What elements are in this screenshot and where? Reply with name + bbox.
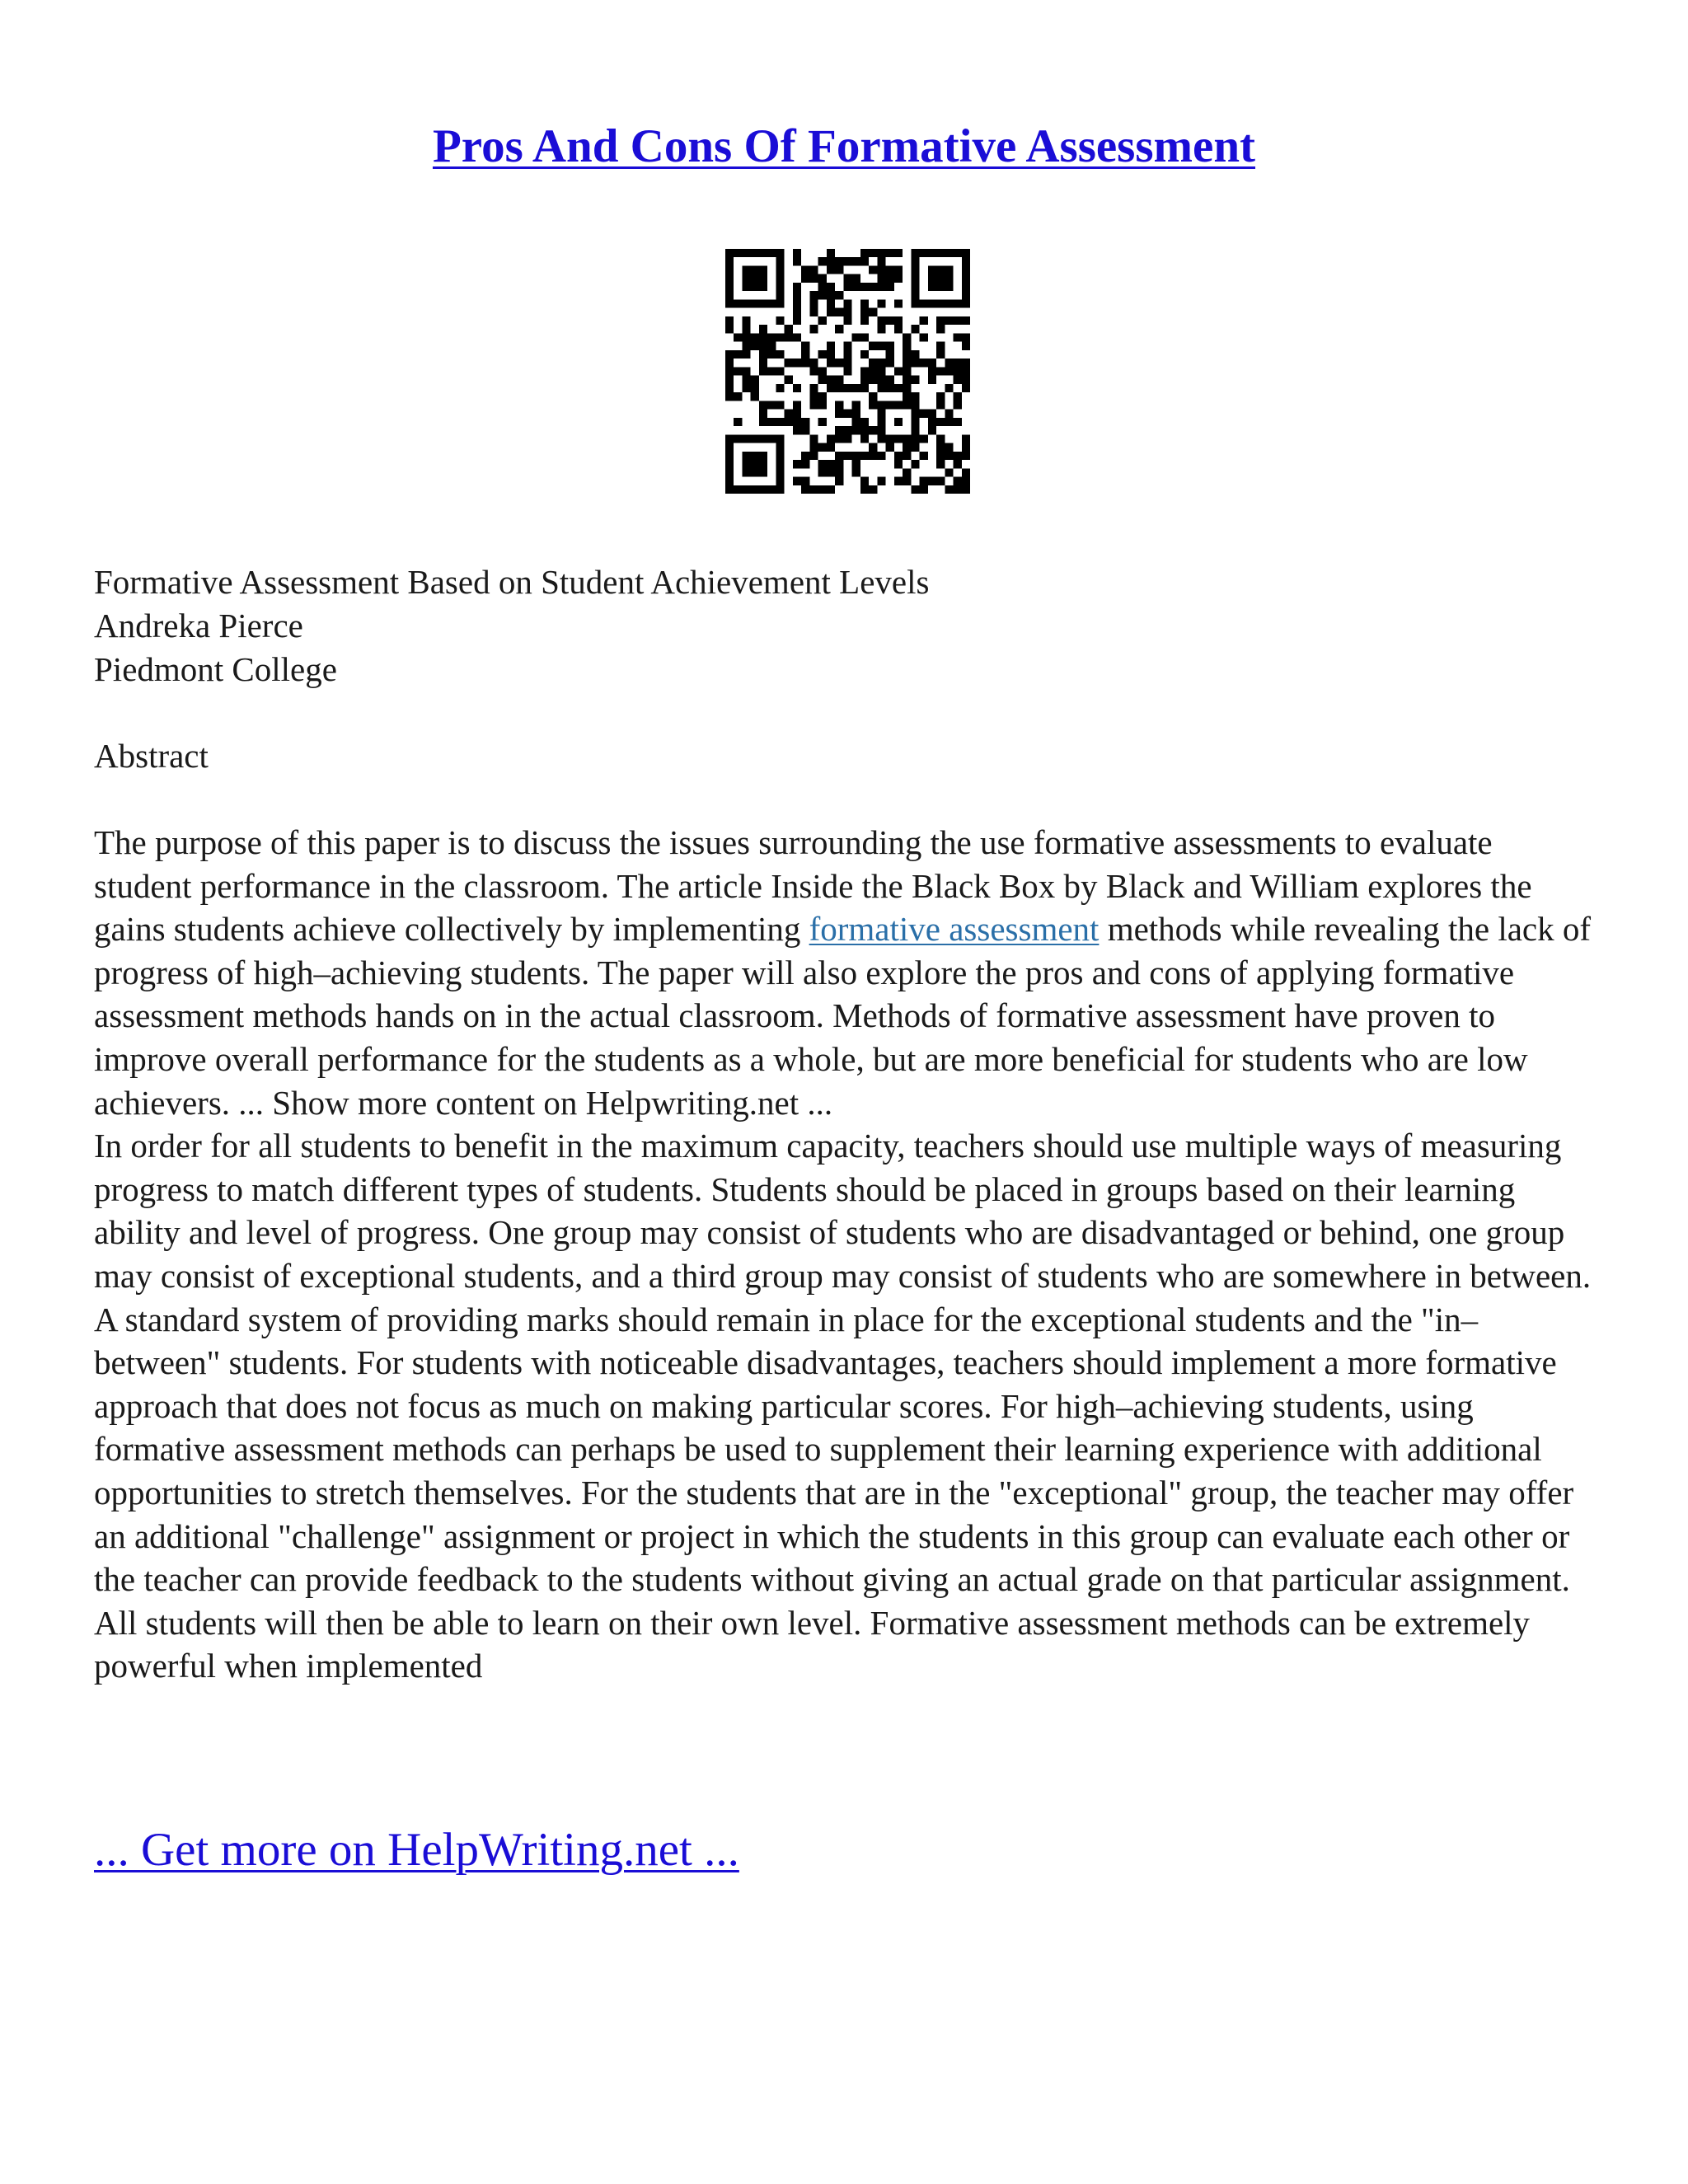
paragraph-1-text-after: methods while revealing the lack of progress of high–achieving students. The paper will also explore the pros and cons of applying formative assessment methods hands on in the actual classroom. Methods of formative assessment have proven to improve overall performance for the students as a whole, but are more beneficial for students who are low achievers. ... Show more content on Helpwriting.net ...: [94, 910, 1592, 1122]
abstract-paragraph-1: [94, 821, 1594, 1124]
paper-institution: Piedmont College: [94, 650, 337, 688]
paragraph-1-text-before: The purpose of this paper is to discuss the issues surrounding the use formative assessments to evaluate student performance in the classroom. The article Inside the Black Box by Black and William explores the gains students achieve collectively by implementing: [94, 823, 1532, 949]
get-more-link[interactable]: ... Get more on HelpWriting.net ...: [94, 1824, 739, 1876]
abstract-paragraph-2: In order for all students to benefit in the maximum capacity, teachers should use multiple ways of measuring progress to match different types of students. Students should be placed in groups based on their learning ability and level of progress. One group may consist of students who are disadvantaged or behind, one group may consist of exceptional students, and a third group may consist of students who are somewhere in between. A standard system of providing marks should remain in place for the exceptional students and the "in–between" students. For students with noticeable disadvantages, teachers should implement a more formative approach that does not focus as much on making particular scores. For high–achieving students, using formative assessment methods can perhaps be used to supplement their learning experience with additional opportunities to stretch themselves. For the students that are in the "exceptional" group, the teacher may offer an additional "challenge" assignment or project in which the students in this group can evaluate each other or the teacher can provide feedback to the students without giving an actual grade on that particular assignment. All students will then be able to learn on their own level. Formative assessment methods can be extremely powerful when implemented: [94, 1127, 1592, 1685]
qr-code-icon: [725, 249, 970, 494]
formative-assessment-link[interactable]: formative assessment: [809, 910, 1100, 949]
paper-title: Formative Assessment Based on Student Achievement Levels: [94, 563, 930, 601]
document-title-heading: [0, 114, 1688, 180]
abstract-heading: Abstract: [94, 737, 209, 775]
get-more-link-container: [94, 1817, 739, 1883]
abstract-body: [94, 821, 1594, 1688]
document-title-link[interactable]: Pros And Cons Of Formative Assessment: [432, 120, 1256, 172]
paper-author: Andreka Pierce: [94, 607, 303, 644]
paper-meta: [94, 560, 929, 691]
